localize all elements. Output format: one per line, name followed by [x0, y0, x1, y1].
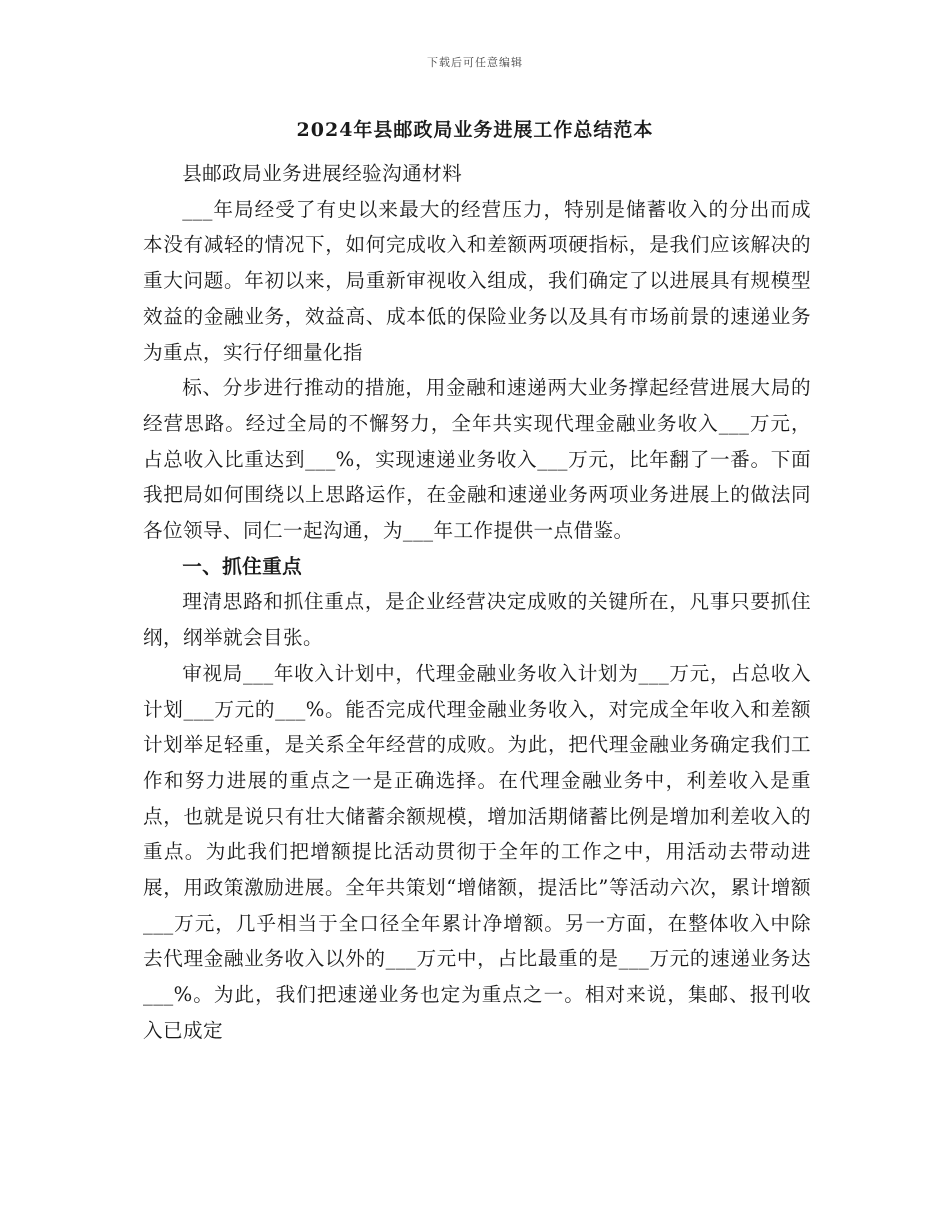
paragraph-section-body: 审视局___年收入计划中，代理金融业务收入计划为___万元，占总收入计划___万元的___%。能否完成代理金融业务收入，对完成全年收入和差额计划举足轻重，是关系全年经营的成败。为此，把代理金融业务确定我们工作和努力进展的重点之一是正确选择。在代理金融业务中，利差收入是重点，也就是说只有壮大储蓄余额规模，增加活期储蓄比例是增加利差收入的重点。为此我们把增额提比活动贯彻于全年的工作之中，用活动去带动进展，用政策激励进展。全年共策划“增储额，提活比”等活动六次，累计增额___万元，几乎相当于全口径全年累计净增额。另一方面，在整体收入中除去代理金融业务收入以外的___万元中，占比最重的是___万元的速递业务达___%。为此，我们把速递业务也定为重点之一。相对来说，集邮、报刊收入已成定: [143, 661, 811, 1042]
document-body: [143, 156, 811, 1049]
paragraph-intro: ___年局经受了有史以来最大的经营压力，特别是储蓄收入的分出而成本没有减轻的情况下，如何完成收入和差额两项硬指标，是我们应该解决的重大问题。年初以来，局重新审视收入组成，我们确定了以进展具有规模型效益的金融业务，效益高、成本低的保险业务以及具有市场前景的速递业务为重点，实行仔细量化指: [143, 197, 811, 364]
document-title: 2024年县邮政局业务进展工作总结范本: [296, 119, 654, 141]
paragraph-intro-continued: 标、分步进行推动的措施，用金融和速递两大业务撑起经营进展大局的经营思路。经过全局的不懈努力，全年共实现代理金融业务收入___万元，占总收入比重达到___%，实现速递业务收入___万元，比年翻了一番。下面我把局如何围绕以上思路运作，在金融和速递业务两项业务进展上的做法同各位领导、同仁一起沟通，为___年工作提供一点借鉴。: [143, 376, 811, 543]
section-heading: 一、抓住重点: [182, 554, 303, 578]
header-note: 下载后可任意编辑: [427, 56, 523, 69]
paragraph-section-lead: 理清思路和抓住重点，是企业经营决定成败的关键所在，凡事只要抓住纲，纲举就会目张。: [143, 590, 811, 650]
paragraph-subtitle: 县邮政局业务进展经验沟通材料: [182, 162, 463, 185]
